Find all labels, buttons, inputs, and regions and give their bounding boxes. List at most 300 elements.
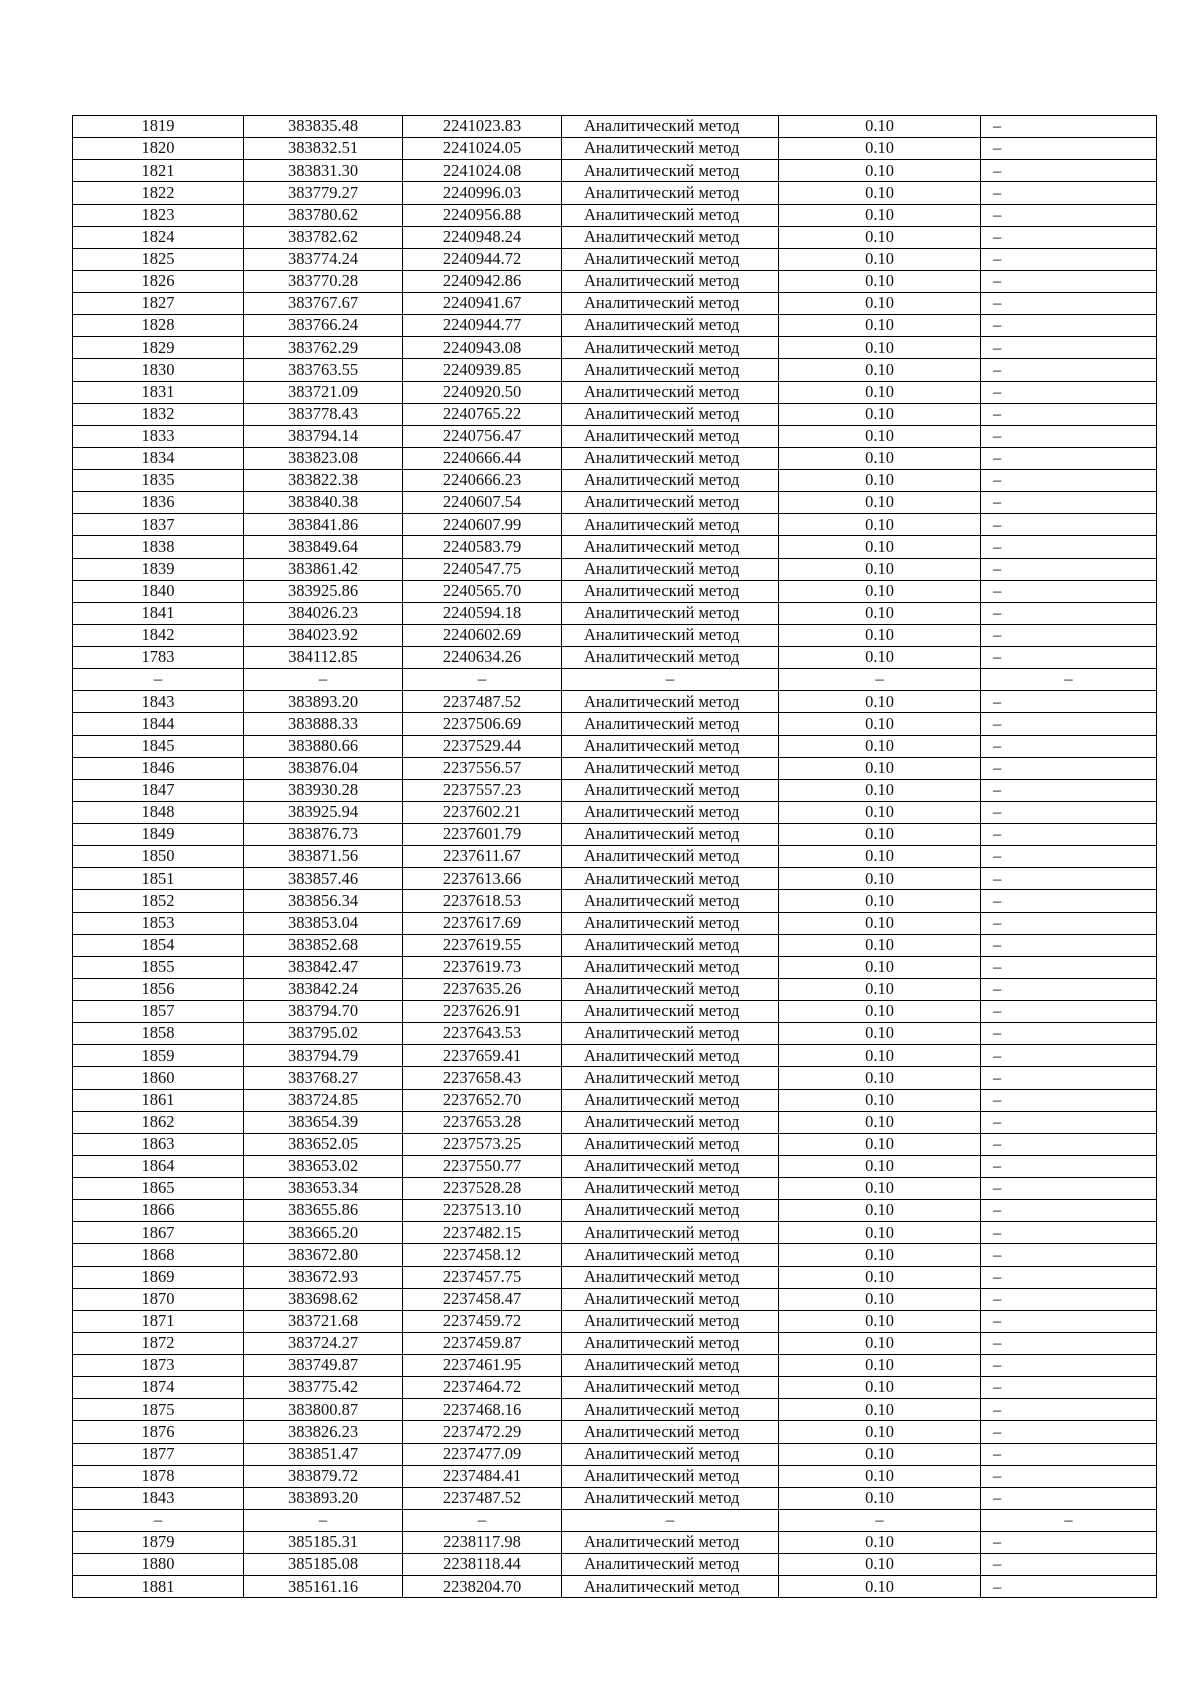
note-cell: – — [981, 647, 1157, 669]
table-row — [73, 735, 1157, 757]
y-coordinate-cell: 2237626.91 — [403, 1001, 562, 1023]
point-number-cell: 1865 — [73, 1178, 244, 1200]
x-coordinate-cell: 383831.30 — [244, 160, 403, 182]
method-cell: Аналитический метод — [562, 624, 779, 646]
method-cell: Аналитический метод — [562, 293, 779, 315]
precision-cell: 0.10 — [779, 226, 981, 248]
point-number-cell: 1844 — [73, 713, 244, 735]
y-coordinate-cell: 2240948.24 — [403, 226, 562, 248]
point-number-cell: 1783 — [73, 647, 244, 669]
method-cell: Аналитический метод — [562, 868, 779, 890]
x-coordinate-cell: 383842.24 — [244, 978, 403, 1000]
table-row — [73, 1332, 1157, 1354]
note-cell: – — [981, 514, 1157, 536]
x-coordinate-cell: 383840.38 — [244, 492, 403, 514]
point-number-cell: 1869 — [73, 1266, 244, 1288]
y-coordinate-cell: 2237484.41 — [403, 1465, 562, 1487]
note-cell: – — [981, 1155, 1157, 1177]
method-cell: Аналитический метод — [562, 801, 779, 823]
table-row — [73, 337, 1157, 359]
note-cell: – — [981, 846, 1157, 868]
precision-cell: 0.10 — [779, 1001, 981, 1023]
method-cell: Аналитический метод — [562, 1399, 779, 1421]
y-coordinate-cell: 2238117.98 — [403, 1532, 562, 1554]
precision-cell: 0.10 — [779, 293, 981, 315]
point-number-cell: 1839 — [73, 558, 244, 580]
y-coordinate-cell: 2237487.52 — [403, 1487, 562, 1509]
y-coordinate-cell: 2237573.25 — [403, 1133, 562, 1155]
point-number-cell: 1846 — [73, 757, 244, 779]
table-row — [73, 1178, 1157, 1200]
table-row — [73, 558, 1157, 580]
note-cell: – — [981, 669, 1157, 691]
point-number-cell: 1876 — [73, 1421, 244, 1443]
note-cell: – — [981, 956, 1157, 978]
note-cell: – — [981, 757, 1157, 779]
y-coordinate-cell: 2237529.44 — [403, 735, 562, 757]
precision-cell: 0.10 — [779, 647, 981, 669]
precision-cell: 0.10 — [779, 580, 981, 602]
method-cell: Аналитический метод — [562, 934, 779, 956]
x-coordinate-cell: 383653.34 — [244, 1178, 403, 1200]
method-cell: – — [562, 1509, 779, 1531]
x-coordinate-cell: 383871.56 — [244, 846, 403, 868]
table-row — [73, 1222, 1157, 1244]
note-cell: – — [981, 978, 1157, 1000]
table-row — [73, 801, 1157, 823]
point-number-cell: 1860 — [73, 1067, 244, 1089]
precision-cell: 0.10 — [779, 1355, 981, 1377]
x-coordinate-cell: 383823.08 — [244, 447, 403, 469]
precision-cell: 0.10 — [779, 1554, 981, 1576]
method-cell: Аналитический метод — [562, 1443, 779, 1465]
x-coordinate-cell: 383795.02 — [244, 1023, 403, 1045]
method-cell: Аналитический метод — [562, 558, 779, 580]
y-coordinate-cell: 2237459.87 — [403, 1332, 562, 1354]
precision-cell: 0.10 — [779, 1377, 981, 1399]
precision-cell: 0.10 — [779, 381, 981, 403]
precision-cell: 0.10 — [779, 315, 981, 337]
table-row — [73, 713, 1157, 735]
method-cell: Аналитический метод — [562, 315, 779, 337]
precision-cell: 0.10 — [779, 890, 981, 912]
method-cell: Аналитический метод — [562, 691, 779, 713]
point-number-cell: – — [73, 669, 244, 691]
x-coordinate-cell: 383655.86 — [244, 1200, 403, 1222]
precision-cell: 0.10 — [779, 1421, 981, 1443]
x-coordinate-cell: 383925.94 — [244, 801, 403, 823]
method-cell: Аналитический метод — [562, 1067, 779, 1089]
note-cell: – — [981, 691, 1157, 713]
precision-cell: 0.10 — [779, 204, 981, 226]
y-coordinate-cell: 2240634.26 — [403, 647, 562, 669]
table-row — [73, 580, 1157, 602]
table-row — [73, 1244, 1157, 1266]
point-number-cell: 1836 — [73, 492, 244, 514]
x-coordinate-cell: 383800.87 — [244, 1399, 403, 1421]
x-coordinate-cell: 383775.42 — [244, 1377, 403, 1399]
method-cell: Аналитический метод — [562, 492, 779, 514]
table-row — [73, 757, 1157, 779]
table-row — [73, 912, 1157, 934]
point-number-cell: 1868 — [73, 1244, 244, 1266]
table-row — [73, 315, 1157, 337]
method-cell: Аналитический метод — [562, 1111, 779, 1133]
y-coordinate-cell: 2240941.67 — [403, 293, 562, 315]
method-cell: Аналитический метод — [562, 337, 779, 359]
x-coordinate-cell: 383880.66 — [244, 735, 403, 757]
point-number-cell: 1874 — [73, 1377, 244, 1399]
y-coordinate-cell: 2240996.03 — [403, 182, 562, 204]
y-coordinate-cell: 2237459.72 — [403, 1310, 562, 1332]
method-cell: Аналитический метод — [562, 735, 779, 757]
precision-cell: 0.10 — [779, 1111, 981, 1133]
y-coordinate-cell: 2237658.43 — [403, 1067, 562, 1089]
point-number-cell: 1843 — [73, 691, 244, 713]
method-cell: Аналитический метод — [562, 248, 779, 270]
y-coordinate-cell: 2240594.18 — [403, 602, 562, 624]
point-number-cell: 1867 — [73, 1222, 244, 1244]
x-coordinate-cell: 383876.04 — [244, 757, 403, 779]
precision-cell: – — [779, 1509, 981, 1531]
point-number-cell: 1823 — [73, 204, 244, 226]
method-cell: Аналитический метод — [562, 713, 779, 735]
x-coordinate-cell: 383654.39 — [244, 1111, 403, 1133]
precision-cell: 0.10 — [779, 956, 981, 978]
table-row — [73, 1355, 1157, 1377]
precision-cell: 0.10 — [779, 757, 981, 779]
table-row — [73, 691, 1157, 713]
precision-cell: 0.10 — [779, 1222, 981, 1244]
note-cell: – — [981, 1487, 1157, 1509]
note-cell: – — [981, 1178, 1157, 1200]
method-cell: Аналитический метод — [562, 1554, 779, 1576]
precision-cell: 0.10 — [779, 558, 981, 580]
point-number-cell: 1832 — [73, 403, 244, 425]
precision-cell: 0.10 — [779, 1266, 981, 1288]
x-coordinate-cell: 383724.85 — [244, 1089, 403, 1111]
x-coordinate-cell: 383652.05 — [244, 1133, 403, 1155]
precision-cell: 0.10 — [779, 1399, 981, 1421]
table-row — [73, 1554, 1157, 1576]
point-number-cell: 1875 — [73, 1399, 244, 1421]
point-number-cell: 1877 — [73, 1443, 244, 1465]
precision-cell: 0.10 — [779, 779, 981, 801]
method-cell: Аналитический метод — [562, 447, 779, 469]
point-number-cell: 1847 — [73, 779, 244, 801]
table-row — [73, 1200, 1157, 1222]
x-coordinate-cell: 383778.43 — [244, 403, 403, 425]
precision-cell: 0.10 — [779, 182, 981, 204]
x-coordinate-cell: 385161.16 — [244, 1576, 403, 1598]
y-coordinate-cell: 2240666.44 — [403, 447, 562, 469]
y-coordinate-cell: 2237468.16 — [403, 1399, 562, 1421]
method-cell: Аналитический метод — [562, 757, 779, 779]
note-cell: – — [981, 1244, 1157, 1266]
note-cell: – — [981, 1465, 1157, 1487]
precision-cell: 0.10 — [779, 470, 981, 492]
note-cell: – — [981, 580, 1157, 602]
table-row — [73, 978, 1157, 1000]
y-coordinate-cell: 2240944.77 — [403, 315, 562, 337]
coordinates-table — [72, 115, 1157, 1598]
table-row — [73, 1266, 1157, 1288]
point-number-cell: 1845 — [73, 735, 244, 757]
point-number-cell: 1824 — [73, 226, 244, 248]
note-cell: – — [981, 270, 1157, 292]
table-row — [73, 359, 1157, 381]
x-coordinate-cell: 383876.73 — [244, 824, 403, 846]
point-number-cell: 1852 — [73, 890, 244, 912]
precision-cell: 0.10 — [779, 138, 981, 160]
precision-cell: 0.10 — [779, 1532, 981, 1554]
x-coordinate-cell: 383861.42 — [244, 558, 403, 580]
precision-cell: 0.10 — [779, 160, 981, 182]
precision-cell: 0.10 — [779, 270, 981, 292]
y-coordinate-cell: 2240956.88 — [403, 204, 562, 226]
method-cell: Аналитический метод — [562, 270, 779, 292]
y-coordinate-cell: 2240943.08 — [403, 337, 562, 359]
point-number-cell: 1835 — [73, 470, 244, 492]
x-coordinate-cell: 383856.34 — [244, 890, 403, 912]
note-cell: – — [981, 160, 1157, 182]
method-cell: Аналитический метод — [562, 1023, 779, 1045]
y-coordinate-cell: 2240765.22 — [403, 403, 562, 425]
note-cell: – — [981, 204, 1157, 226]
method-cell: – — [562, 669, 779, 691]
precision-cell: 0.10 — [779, 536, 981, 558]
table-row — [73, 536, 1157, 558]
table-row — [73, 1067, 1157, 1089]
point-number-cell: 1831 — [73, 381, 244, 403]
note-cell: – — [981, 425, 1157, 447]
method-cell: Аналитический метод — [562, 978, 779, 1000]
point-number-cell: 1843 — [73, 1487, 244, 1509]
table-row — [73, 425, 1157, 447]
x-coordinate-cell: 383893.20 — [244, 1487, 403, 1509]
point-number-cell: 1879 — [73, 1532, 244, 1554]
precision-cell: 0.10 — [779, 1576, 981, 1598]
method-cell: Аналитический метод — [562, 779, 779, 801]
point-number-cell: 1878 — [73, 1465, 244, 1487]
point-number-cell: 1861 — [73, 1089, 244, 1111]
table-row — [73, 381, 1157, 403]
table-row — [73, 1399, 1157, 1421]
point-number-cell: 1826 — [73, 270, 244, 292]
precision-cell: 0.10 — [779, 1155, 981, 1177]
precision-cell: 0.10 — [779, 403, 981, 425]
point-number-cell: 1881 — [73, 1576, 244, 1598]
x-coordinate-cell: 383665.20 — [244, 1222, 403, 1244]
y-coordinate-cell: 2237653.28 — [403, 1111, 562, 1133]
point-number-cell: 1859 — [73, 1045, 244, 1067]
y-coordinate-cell: 2237635.26 — [403, 978, 562, 1000]
note-cell: – — [981, 359, 1157, 381]
note-cell: – — [981, 1377, 1157, 1399]
y-coordinate-cell: 2237513.10 — [403, 1200, 562, 1222]
x-coordinate-cell: 383724.27 — [244, 1332, 403, 1354]
table-row — [73, 1487, 1157, 1509]
y-coordinate-cell: 2240607.99 — [403, 514, 562, 536]
y-coordinate-cell: 2240920.50 — [403, 381, 562, 403]
x-coordinate-cell: 383822.38 — [244, 470, 403, 492]
x-coordinate-cell: 383842.47 — [244, 956, 403, 978]
table-row — [73, 1089, 1157, 1111]
precision-cell: – — [779, 669, 981, 691]
note-cell: – — [981, 1133, 1157, 1155]
x-coordinate-cell: 383780.62 — [244, 204, 403, 226]
precision-cell: 0.10 — [779, 868, 981, 890]
note-cell: – — [981, 116, 1157, 138]
y-coordinate-cell: 2237464.72 — [403, 1377, 562, 1399]
table-row — [73, 116, 1157, 138]
y-coordinate-cell: 2237618.53 — [403, 890, 562, 912]
table-row — [73, 1421, 1157, 1443]
method-cell: Аналитический метод — [562, 1576, 779, 1598]
point-number-cell: 1849 — [73, 824, 244, 846]
note-cell: – — [981, 1310, 1157, 1332]
point-number-cell: 1825 — [73, 248, 244, 270]
x-coordinate-cell: 383925.86 — [244, 580, 403, 602]
method-cell: Аналитический метод — [562, 1266, 779, 1288]
point-number-cell: 1854 — [73, 934, 244, 956]
note-cell: – — [981, 1023, 1157, 1045]
point-number-cell: 1837 — [73, 514, 244, 536]
note-cell: – — [981, 1332, 1157, 1354]
y-coordinate-cell: 2241024.05 — [403, 138, 562, 160]
y-coordinate-cell: – — [403, 1509, 562, 1531]
note-cell: – — [981, 1288, 1157, 1310]
table-row — [73, 956, 1157, 978]
table-row — [73, 669, 1157, 691]
point-number-cell: 1827 — [73, 293, 244, 315]
note-cell: – — [981, 1554, 1157, 1576]
precision-cell: 0.10 — [779, 514, 981, 536]
note-cell: – — [981, 1576, 1157, 1598]
x-coordinate-cell: 383698.62 — [244, 1288, 403, 1310]
note-cell: – — [981, 182, 1157, 204]
point-number-cell: 1850 — [73, 846, 244, 868]
precision-cell: 0.10 — [779, 846, 981, 868]
point-number-cell: 1828 — [73, 315, 244, 337]
note-cell: – — [981, 293, 1157, 315]
y-coordinate-cell: 2237619.55 — [403, 934, 562, 956]
y-coordinate-cell: 2237557.23 — [403, 779, 562, 801]
method-cell: Аналитический метод — [562, 1045, 779, 1067]
method-cell: Аналитический метод — [562, 1089, 779, 1111]
method-cell: Аналитический метод — [562, 602, 779, 624]
y-coordinate-cell: – — [403, 669, 562, 691]
table-row — [73, 1532, 1157, 1554]
method-cell: Аналитический метод — [562, 1487, 779, 1509]
method-cell: Аналитический метод — [562, 204, 779, 226]
x-coordinate-cell: 383749.87 — [244, 1355, 403, 1377]
precision-cell: 0.10 — [779, 912, 981, 934]
table-row — [73, 1133, 1157, 1155]
precision-cell: 0.10 — [779, 1045, 981, 1067]
y-coordinate-cell: 2237611.67 — [403, 846, 562, 868]
table-row — [73, 824, 1157, 846]
note-cell: – — [981, 890, 1157, 912]
note-cell: – — [981, 337, 1157, 359]
y-coordinate-cell: 2237487.52 — [403, 691, 562, 713]
note-cell: – — [981, 1045, 1157, 1067]
note-cell: – — [981, 492, 1157, 514]
note-cell: – — [981, 1266, 1157, 1288]
method-cell: Аналитический метод — [562, 846, 779, 868]
table-row — [73, 602, 1157, 624]
method-cell: Аналитический метод — [562, 536, 779, 558]
precision-cell: 0.10 — [779, 1178, 981, 1200]
method-cell: Аналитический метод — [562, 1310, 779, 1332]
y-coordinate-cell: 2237602.21 — [403, 801, 562, 823]
point-number-cell: 1862 — [73, 1111, 244, 1133]
table-row — [73, 160, 1157, 182]
point-number-cell: 1873 — [73, 1355, 244, 1377]
note-cell: – — [981, 868, 1157, 890]
note-cell: – — [981, 1089, 1157, 1111]
x-coordinate-cell: 383930.28 — [244, 779, 403, 801]
method-cell: Аналитический метод — [562, 1133, 779, 1155]
point-number-cell: 1853 — [73, 912, 244, 934]
method-cell: Аналитический метод — [562, 1465, 779, 1487]
y-coordinate-cell: 2237461.95 — [403, 1355, 562, 1377]
y-coordinate-cell: 2240547.75 — [403, 558, 562, 580]
precision-cell: 0.10 — [779, 1443, 981, 1465]
x-coordinate-cell: 383794.14 — [244, 425, 403, 447]
x-coordinate-cell: 383851.47 — [244, 1443, 403, 1465]
note-cell: – — [981, 713, 1157, 735]
y-coordinate-cell: 2240583.79 — [403, 536, 562, 558]
method-cell: Аналитический метод — [562, 1178, 779, 1200]
table-row — [73, 1045, 1157, 1067]
coordinates-table-body — [73, 116, 1157, 1598]
y-coordinate-cell: 2237528.28 — [403, 1178, 562, 1200]
x-coordinate-cell: 383852.68 — [244, 934, 403, 956]
point-number-cell: 1858 — [73, 1023, 244, 1045]
method-cell: Аналитический метод — [562, 1532, 779, 1554]
x-coordinate-cell: – — [244, 669, 403, 691]
table-row — [73, 1377, 1157, 1399]
x-coordinate-cell: 383779.27 — [244, 182, 403, 204]
table-row — [73, 846, 1157, 868]
y-coordinate-cell: 2237601.79 — [403, 824, 562, 846]
y-coordinate-cell: 2240756.47 — [403, 425, 562, 447]
y-coordinate-cell: 2241023.83 — [403, 116, 562, 138]
table-row — [73, 514, 1157, 536]
note-cell: – — [981, 470, 1157, 492]
table-row — [73, 182, 1157, 204]
note-cell: – — [981, 558, 1157, 580]
point-number-cell: 1880 — [73, 1554, 244, 1576]
y-coordinate-cell: 2237643.53 — [403, 1023, 562, 1045]
note-cell: – — [981, 536, 1157, 558]
table-row — [73, 1465, 1157, 1487]
x-coordinate-cell: 384112.85 — [244, 647, 403, 669]
precision-cell: 0.10 — [779, 1023, 981, 1045]
x-coordinate-cell: 383653.02 — [244, 1155, 403, 1177]
note-cell: – — [981, 403, 1157, 425]
precision-cell: 0.10 — [779, 1244, 981, 1266]
precision-cell: 0.10 — [779, 447, 981, 469]
y-coordinate-cell: 2240942.86 — [403, 270, 562, 292]
x-coordinate-cell: 383857.46 — [244, 868, 403, 890]
method-cell: Аналитический метод — [562, 824, 779, 846]
point-number-cell: 1819 — [73, 116, 244, 138]
point-number-cell: 1829 — [73, 337, 244, 359]
x-coordinate-cell: 383782.62 — [244, 226, 403, 248]
table-row — [73, 1576, 1157, 1598]
